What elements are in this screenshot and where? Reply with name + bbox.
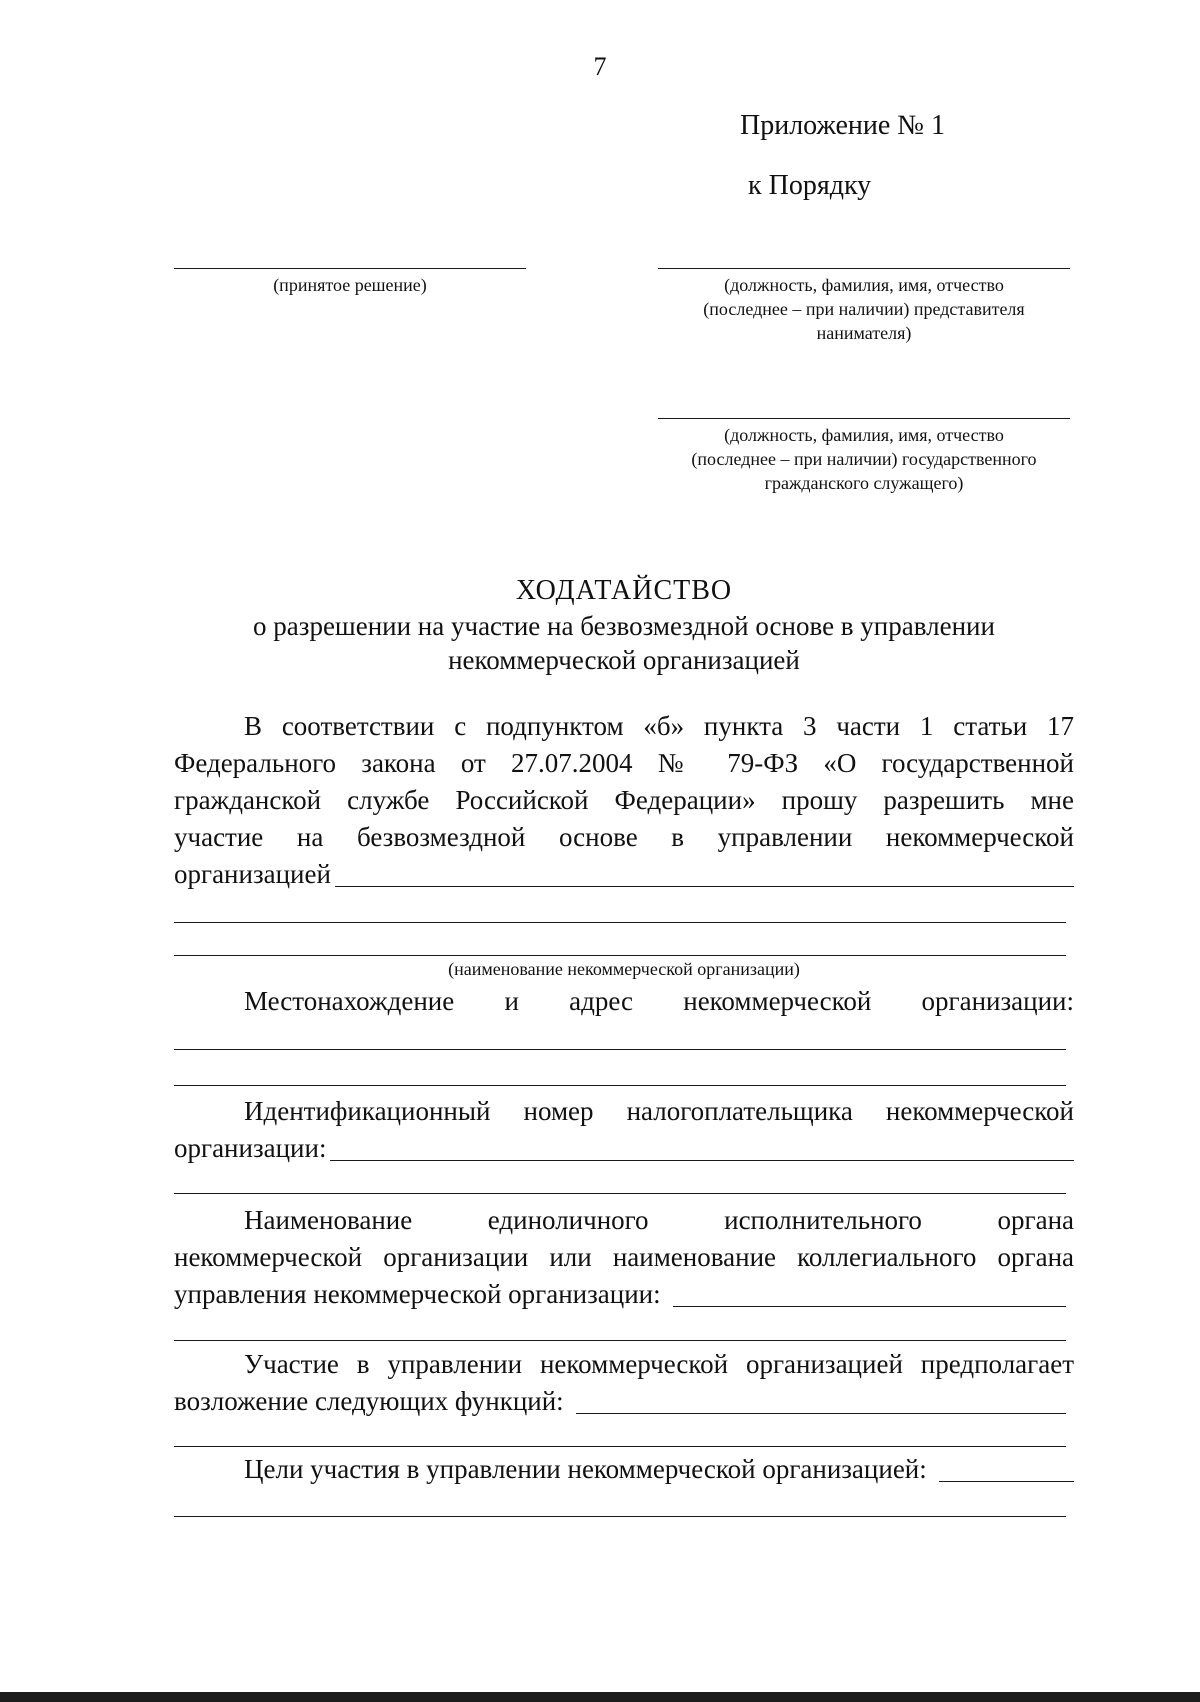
inn-row [174,1130,1074,1167]
inn-label-end: организации: [174,1133,327,1163]
inn-label: Идентификационный номер налогоплательщика некоммерческой [244,1096,1074,1126]
functions-label-end: возложение следующих функций: [174,1386,564,1416]
body-label: Наименование единоличного исполнительного органа [244,1205,1074,1235]
org-name-field[interactable] [335,885,1074,887]
paragraph-request: В соответствии с подпунктом «б» пункта 3 части 1 статьи 17 [244,711,1074,741]
appendix-title: Приложение № 1 [740,110,945,141]
body-label-end: управления некоммерческой организации: [174,1279,661,1309]
goals-field[interactable] [939,1480,1074,1482]
decision-caption: (принятое решение) [273,275,427,295]
location-label: Местонахождение и адрес некоммерческой организации: [244,986,1074,1016]
goals-row [244,1451,1074,1488]
body-field-line2[interactable] [174,1340,1066,1341]
servant-caption: (должность, фамилия, имя, отчество (последнее – при наличии) государственного гражданского служащего) [691,425,1037,493]
paragraph-request-line: участие на безвозмездной основе в управлении некоммерческой [174,822,1074,852]
functions-row [174,1383,1066,1420]
inn-field[interactable] [330,1159,1074,1161]
org-name-field-line3[interactable] [174,955,1066,956]
functions-field[interactable] [576,1412,1066,1414]
document-subtitle: о разрешении на участие на безвозмездной основе в управлении некоммерческой организацией [253,611,995,675]
org-name-field-line2[interactable] [174,922,1066,923]
servant-line [658,418,1070,419]
location-field-line2[interactable] [174,1085,1066,1086]
functions-field-line2[interactable] [174,1446,1066,1447]
goals-label: Цели участия в управлении некоммерческой организацией: [244,1454,927,1484]
body-row [174,1276,1066,1313]
page-number: 7 [593,52,607,81]
org-label: организацией [174,859,331,889]
paragraph-request-line: гражданской службе Российской Федерации» прошу разрешить мне [174,785,1074,815]
functions-label: Участие в управлении некоммерческой организацией предполагает [244,1349,1074,1379]
appendix-subtitle: к Порядку [748,170,872,201]
paragraph-request-line: Федерального закона от 27.07.2004 № 79-ФЗ «О государственной [174,748,1074,778]
scan-edge [0,1692,1200,1702]
org-name-row [174,856,1074,893]
body-field[interactable] [673,1305,1066,1307]
inn-field-line2[interactable] [174,1193,1066,1194]
goals-field-line2[interactable] [174,1516,1066,1517]
employer-rep-caption: (должность, фамилия, имя, отчество (последнее – при наличии) представителя нанимателя) [703,275,1025,343]
body-label-line: некоммерческой организации или наименование коллегиального органа [174,1242,1074,1272]
location-field-line1[interactable] [174,1049,1066,1050]
employer-rep-line [658,268,1070,269]
org-name-caption: (наименование некоммерческой организации) [448,959,800,979]
decision-line [174,268,526,269]
document-title: ХОДАТАЙСТВО [515,575,733,606]
